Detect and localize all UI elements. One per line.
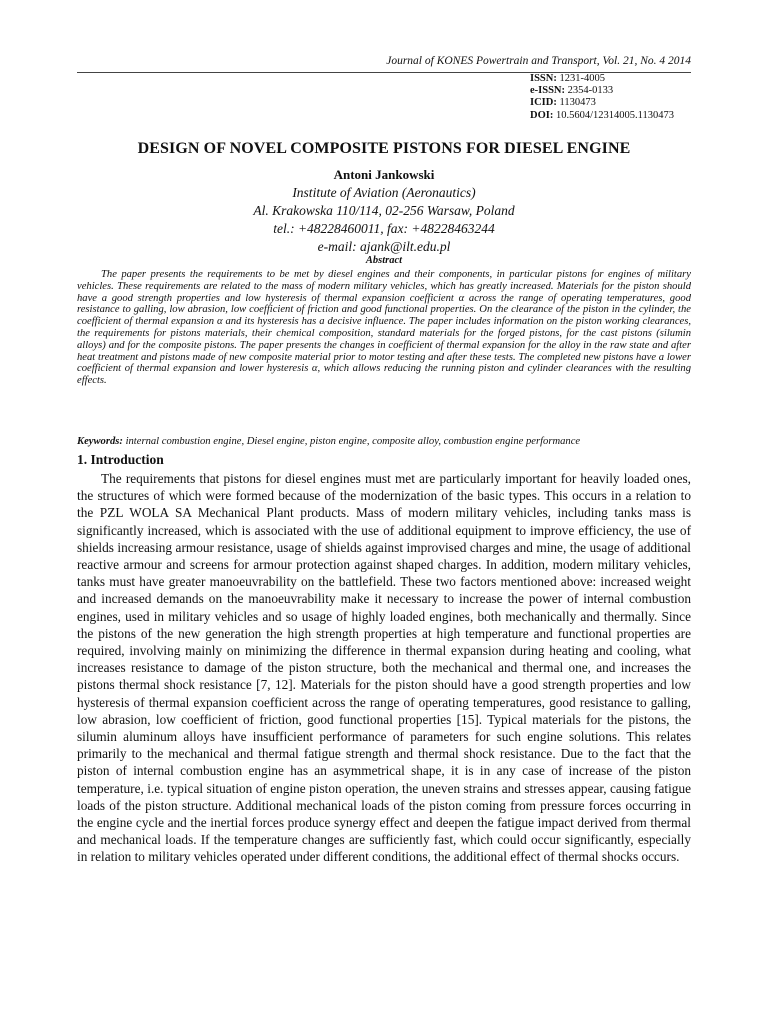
eissn-line (530, 85, 674, 97)
eissn-label: e-ISSN: (530, 85, 566, 97)
author-block (0, 166, 768, 256)
section-heading-introduction: 1. Introduction (77, 452, 164, 467)
introduction-text: The requirements that pistons for diesel engines must met are particularly important for heavily loaded ones, the structures of which were formed because of the modernization of the basic types. This occurs in a relation to the PZL WOLA SA Mechanical Plant products. Mass of modern military vehicles, including tanks mass is significantly increased, which is associated with the use of additional equipment to improve efficiency, the use of shields increasing armour resistance, usage of shields against improvised charges and mine, the usage of additional reactive armour and screens for armour protection against shaped charges. In addition, modern military vehicles, tanks must have greater manoeuvrability on the battlefield. These two factors mentioned above: increased weight and increased demands on the manoeuvrability make it necessary to increase the power of internal combustion engines, used in military vehicles and so usage of highly loaded engines, both mechanically and thermally. Since the pistons of the new generation the high strength properties at high temperature and functional properties are required, involving mainly on minimizing the difference in thermal expansion during heating and cooling, what increases resistance to damage of the piston structure, both the mechanical and thermal one, and increases the pistons thermal shock resistance [7, 12]. Materials for the piston should have a good strength properties and low hysteresis of thermal expansion coefficient across the range of operating temperatures, good resistance to galling, low abrasion, low coefficient of friction, good functional properties [15]. Typical materials for the pistons, the silumin aluminum alloys have insufficient performance of parameters for such engine solutions. This relates primarily to the mechanical and thermal fatigue strength and thermal shock resistance. Due to the fact that the piston of internal combustion engine has an asymmetrical shape, it is in any case of increase of the piston temperature, i.e. typical situation of engine piston operation, the uneven strains and stresses appear, causing fatigue loads of the piston structure. Additional mechanical loads of the piston coming from pressure forces occurring in the engine cycle and the inertial forces produce synergy effect and deepen the fatigue impact derived from thermal and mechanical loads. If the temperature changes are sufficiently fast, which could occur significantly, especially in relation to military vehicles operated under different conditions, the additional effect of thermal shocks occurs. (77, 471, 691, 865)
icid-label: ICID: (530, 97, 557, 109)
issn-value: 1231-4005 (559, 73, 605, 84)
author-name: Antoni Jankowski (333, 167, 435, 182)
keywords-line (77, 436, 691, 447)
eissn-value: 2354-0133 (567, 85, 614, 97)
icid-line (530, 97, 674, 109)
keywords-label: Keywords: (77, 436, 123, 447)
doi-line (530, 110, 674, 122)
issn-label: ISSN: (530, 73, 557, 84)
paper-title: DESIGN OF NOVEL COMPOSITE PISTONS FOR DIESEL ENGINE (137, 140, 631, 157)
doi-label: DOI: (530, 109, 554, 121)
author-address: Al. Krakowska 110/114, 02-256 Warsaw, Poland (253, 203, 515, 218)
author-email: e-mail: ajank@ilt.edu.pl (317, 239, 451, 254)
keywords-text: internal combustion engine, Diesel engine, piston engine, composite alloy, combustion engine performance (125, 436, 581, 447)
author-phone: tel.: +48228460011, fax: +48228463244 (273, 221, 495, 236)
icid-value: 1130473 (559, 97, 596, 109)
identifier-block (530, 73, 674, 122)
abstract-text: The paper presents the requirements to be met by diesel engines and their components, in particular pistons for engines of military vehicles. These requirements are related to the mass of modern military vehicles, which has greatly increased. Materials for the piston should have a good strength properties and low hysteresis of thermal expansion coefficient α across the range of operating temperatures, good resistance to galling, low abrasion, low coefficient of friction and good functional properties. On the clearance of the piston in the cylinder, the coefficient of thermal expansion α and its hysteresis has a decisive influence. The paper includes information on the piston working clearances, the requirements for pistons materials, their chemical composition, standard materials for the forged pistons, for the cast pistons (silumin alloys) and for the composite pistons. The paper presents the changes in coefficient of thermal expansion for the alloy in the raw state and after heat treatment and pistons made of new composite material prior to motor testing and after these tests. The completed new pistons have a lower coefficient of thermal expansion and lower hysteresis α, which allows reducing the running piston and cylinder clearances with the resulting effects. (77, 269, 691, 387)
doi-value: 10.5604/12314005.1130473 (555, 109, 674, 121)
journal-citation: Journal of KONES Powertrain and Transport, Vol. 21, No. 4 2014 (386, 55, 691, 67)
abstract-heading: Abstract (365, 255, 403, 266)
author-affiliation: Institute of Aviation (Aeronautics) (292, 185, 476, 200)
issn-line (530, 73, 674, 85)
